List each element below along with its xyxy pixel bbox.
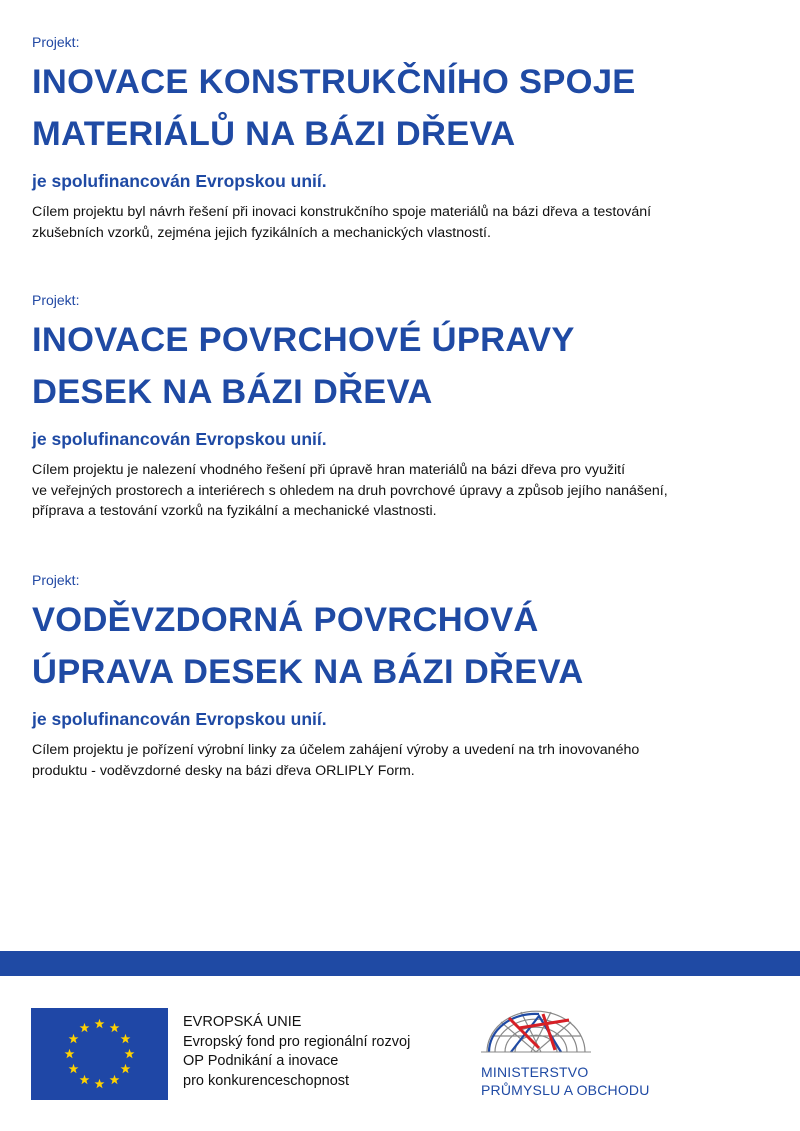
description-line: ve veřejných prostorech a interiérech s ohledem na druh povrchové úpravy a způsob jejího nanášení, — [32, 482, 668, 499]
project-title-line: ÚPRAVA DESEK NA BÁZI DŘEVA — [32, 653, 584, 691]
eu-star-icon — [121, 1034, 131, 1043]
project-label: Projekt: — [32, 34, 80, 50]
eu-star-icon — [110, 1075, 120, 1084]
description-line: Cílem projektu byl návrh řešení při inovaci konstrukčního spoje materiálů na bázi dřeva a testování — [32, 204, 652, 220]
eu-star-icon — [95, 1019, 105, 1028]
eu-star-icon — [69, 1034, 79, 1043]
project-title-line: INOVACE KONSTRUKČNÍHO SPOJE — [32, 63, 636, 101]
eu-star-icon — [95, 1079, 105, 1088]
description-line: Cílem projektu je pořízení výrobní linky za účelem zahájení výroby a uvedení na trh inovovaného — [32, 742, 640, 758]
eu-star-icon — [125, 1049, 135, 1058]
eu-line: pro konkurenceschopnost — [183, 1072, 350, 1089]
project-3 — [32, 571, 772, 781]
project-title-line: MATERIÁLŮ NA BÁZI DŘEVA — [32, 115, 516, 153]
eu-star-icon — [65, 1049, 75, 1058]
eu-line: EVROPSKÁ UNIE — [183, 1014, 302, 1030]
eu-line: OP Podnikání a inovace — [183, 1053, 339, 1069]
project-description — [32, 202, 767, 243]
project-description — [32, 740, 767, 781]
mpo-globe-icon — [481, 1006, 591, 1062]
mpo-logo — [481, 1006, 691, 1106]
project-title — [32, 594, 772, 698]
project-title — [32, 314, 772, 418]
project-1 — [32, 33, 772, 243]
mpo-line: MINISTERSTVO — [481, 1064, 589, 1080]
project-title-line: VODĚVZDORNÁ POVRCHOVÁ — [32, 601, 539, 639]
project-subtitle: je spolufinancován Evropskou unií. — [32, 709, 327, 729]
project-description — [32, 460, 767, 522]
description-line: produktu - voděvzdorné desky na bázi dřeva ORLIPLY Form. — [32, 762, 415, 779]
project-subtitle: je spolufinancován Evropskou unií. — [32, 171, 327, 191]
project-2 — [32, 291, 772, 522]
project-label: Projekt: — [32, 292, 80, 308]
eu-star-icon — [121, 1064, 131, 1073]
eu-flag-icon — [31, 1008, 168, 1100]
project-title — [32, 56, 772, 160]
project-subtitle: je spolufinancován Evropskou unií. — [32, 429, 327, 449]
eu-line: Evropský fond pro regionální rozvoj — [183, 1033, 411, 1050]
project-label: Projekt: — [32, 572, 80, 588]
project-title-line: INOVACE POVRCHOVÉ ÚPRAVY — [32, 321, 575, 359]
eu-flag-stars — [31, 1008, 168, 1100]
description-line: zkušebních vzorků, zejména jejich fyzikálních a mechanických vlastností. — [32, 224, 491, 241]
footer-divider-band — [0, 951, 800, 976]
eu-funding-text — [183, 1013, 410, 1091]
description-line: Cílem projektu je nalezení vhodného řešení při úpravě hran materiálů na bázi dřeva pro využití — [32, 462, 626, 478]
project-title-line: DESEK NA BÁZI DŘEVA — [32, 373, 433, 411]
eu-star-icon — [69, 1064, 79, 1073]
eu-star-icon — [80, 1023, 90, 1032]
mpo-line: PRŮMYSLU A OBCHODU — [481, 1082, 650, 1098]
eu-star-icon — [80, 1075, 90, 1084]
eu-star-icon — [110, 1023, 120, 1032]
description-line: příprava a testování vzorků na fyzikální a mechanické vlastnosti. — [32, 503, 437, 519]
